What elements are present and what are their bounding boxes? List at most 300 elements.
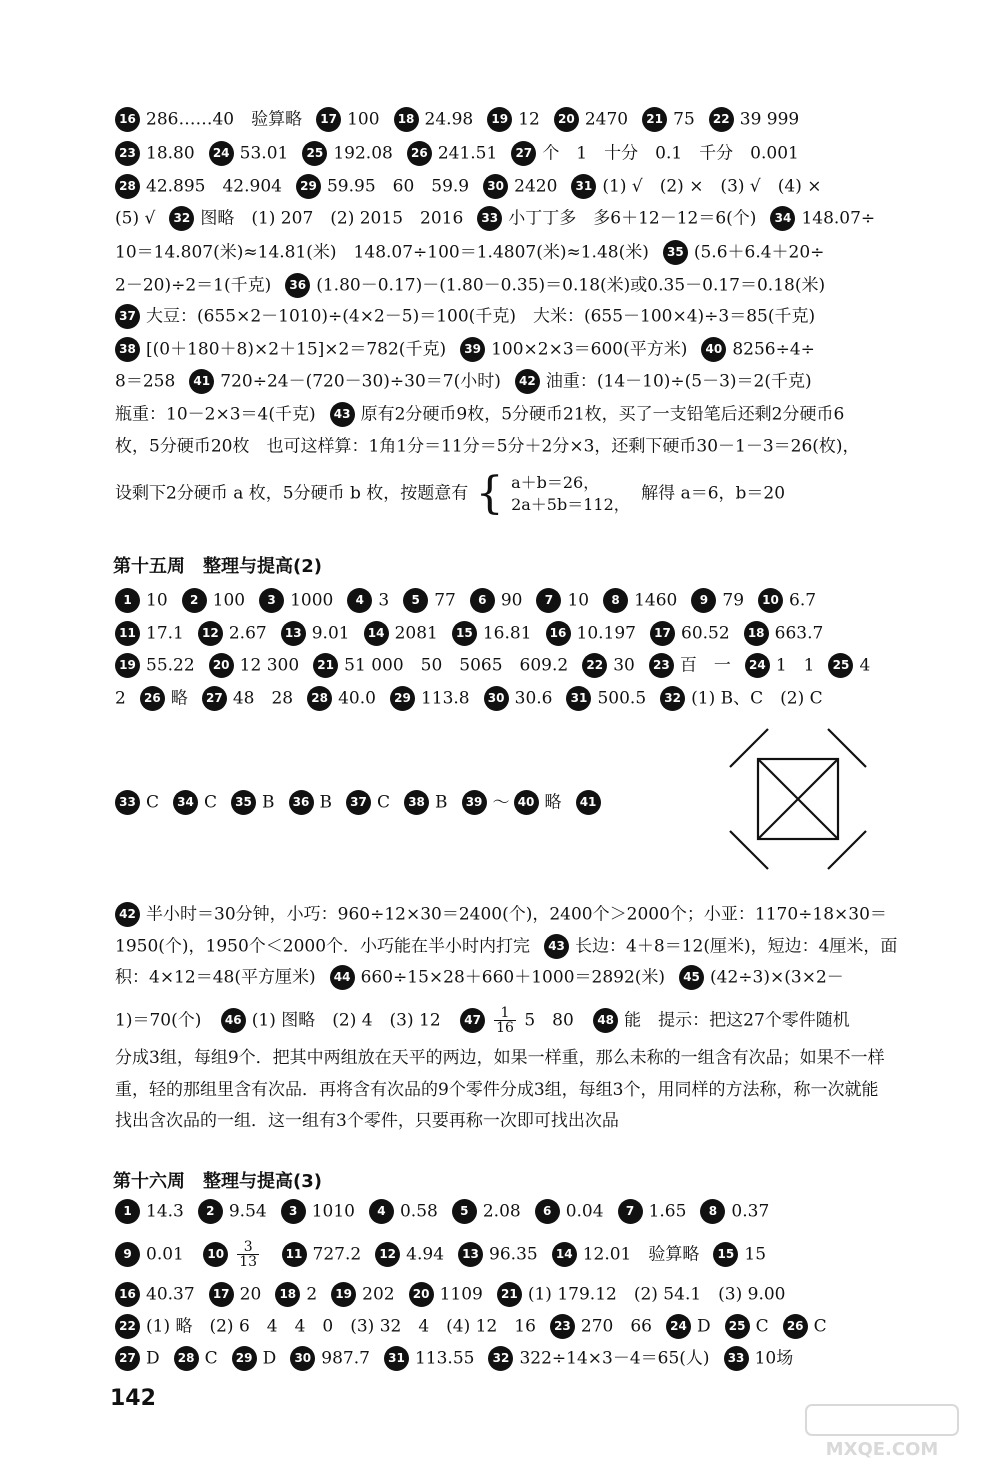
answer-item bbox=[115, 897, 887, 932]
answer-text: 322÷14×3－4＝65(人) bbox=[519, 1348, 710, 1369]
question-number-badge: 40 bbox=[701, 337, 726, 362]
answer-text: 8＝258 bbox=[115, 371, 176, 392]
system-suffix: 解得 a＝6，b＝20 bbox=[641, 483, 786, 504]
answer-item bbox=[511, 136, 799, 171]
answer-text: 59.95 60 59.9 bbox=[326, 176, 470, 197]
answer-text: 727.2 bbox=[312, 1244, 362, 1265]
answer-line bbox=[115, 681, 938, 715]
answer-text: 1010 bbox=[311, 1201, 355, 1222]
answer-text: 720÷24－(720－30)÷30＝7(小时) bbox=[220, 371, 501, 392]
question-number-badge: 2 bbox=[198, 1199, 223, 1224]
question-number-badge: 42 bbox=[115, 902, 140, 927]
answer-text: 40.0 bbox=[338, 688, 376, 709]
answer-text: 30.6 bbox=[514, 688, 553, 709]
answer-text: 202 bbox=[362, 1284, 395, 1305]
answer-text: (5) √ bbox=[115, 208, 156, 229]
answer-item bbox=[231, 785, 275, 820]
answer-line bbox=[115, 332, 938, 366]
answer-text: 百 一 bbox=[679, 655, 731, 676]
answer-text: 113.55 bbox=[414, 1348, 475, 1369]
answer-text: 油重：(14－10)÷(5－3)＝2(千克) bbox=[545, 371, 812, 392]
question-number-badge: 3 bbox=[281, 1199, 306, 1224]
answer-item bbox=[115, 235, 649, 270]
question-number-badge: 23 bbox=[649, 653, 674, 678]
question-number-badge: 18 bbox=[744, 621, 769, 646]
question-number-badge: 10 bbox=[203, 1242, 228, 1267]
answer-item bbox=[115, 929, 530, 964]
question-number-badge: 30 bbox=[483, 174, 508, 199]
answer-text: 30 bbox=[613, 655, 635, 676]
corner-line-tl bbox=[730, 729, 768, 767]
answer-text: 60.52 bbox=[681, 623, 730, 644]
corner-line-tr bbox=[828, 729, 866, 767]
question-number-badge: 17 bbox=[650, 621, 675, 646]
answer-item bbox=[701, 332, 815, 367]
answer-text: 4 bbox=[859, 655, 871, 676]
answer-item bbox=[452, 616, 532, 651]
question-number-badge: 33 bbox=[724, 1346, 749, 1371]
answer-text: 图略 (1) 207 (2) 2015 2016 bbox=[200, 208, 464, 229]
question-number-badge: 26 bbox=[407, 141, 432, 166]
system-prefix: 设剩下2分硬币 a 枚，5分硬币 b 枚，按题意有 bbox=[115, 483, 469, 504]
answer-item bbox=[582, 648, 635, 683]
question-number-badge: 44 bbox=[330, 965, 355, 990]
answer-line bbox=[115, 102, 938, 136]
question-number-badge: 27 bbox=[115, 1346, 140, 1371]
answer-item bbox=[649, 648, 731, 683]
answer-text: 9.01 bbox=[311, 623, 350, 644]
answer-item bbox=[458, 1234, 538, 1275]
answer-text: 能 提示：把这27个零件随机 bbox=[624, 1010, 850, 1031]
answer-item bbox=[289, 785, 333, 820]
answer-text: 660÷15×28＋660＋1000＝2892(米) bbox=[360, 967, 666, 988]
answer-text: C bbox=[146, 792, 160, 813]
answer-item bbox=[618, 1194, 687, 1229]
question-number-badge: 22 bbox=[115, 1314, 140, 1339]
answer-item bbox=[313, 648, 568, 683]
answer-item bbox=[302, 136, 392, 171]
brace-symbol: { bbox=[475, 467, 504, 519]
answer-text: (1) √ (2) × (3) √ (4) × bbox=[602, 176, 822, 197]
answer-range-item bbox=[462, 785, 562, 820]
answer-item bbox=[828, 648, 870, 683]
answer-item bbox=[364, 616, 438, 651]
question-number-badge: 7 bbox=[536, 588, 561, 613]
answer-item bbox=[115, 1194, 184, 1229]
answer-text: 10.197 bbox=[576, 623, 636, 644]
answers-46-48-row bbox=[115, 1000, 938, 1040]
answer-item bbox=[115, 1341, 160, 1376]
answer-text: 77 bbox=[434, 590, 456, 611]
question-number-badge: 25 bbox=[828, 653, 853, 678]
answer-line bbox=[115, 235, 938, 269]
question-number-badge: 35 bbox=[231, 790, 256, 815]
answer-text: 1460 bbox=[634, 590, 678, 611]
answer-text: 枚，5分硬币20枚 也可这样算：1角1分＝11分＝5分＋2分×3，还剩下硬币30－1－3＝26(枚)， bbox=[115, 436, 860, 457]
answer-text: C bbox=[755, 1316, 769, 1337]
answer-text: 270 66 bbox=[580, 1316, 653, 1337]
question-number-badge: 20 bbox=[209, 653, 234, 678]
answer-line bbox=[115, 299, 938, 333]
question-number-badge: 39 bbox=[460, 337, 485, 362]
question-number-badge: 33 bbox=[115, 790, 140, 815]
answer-item bbox=[115, 1309, 536, 1344]
answer-text: (1) 略 (2) 6 4 4 0 (3) 32 4 (4) 12 16 bbox=[146, 1316, 536, 1337]
question-number-badge: 19 bbox=[331, 1282, 356, 1307]
answer-item bbox=[296, 169, 469, 204]
question-number-badge: 36 bbox=[289, 790, 314, 815]
answer-text: 1)＝70(个) bbox=[115, 1010, 202, 1031]
answer-text: 0.37 bbox=[731, 1201, 770, 1222]
answer-text: 48 28 bbox=[232, 688, 294, 709]
question-number-badge: 5 bbox=[403, 588, 428, 613]
question-number-badge: 24 bbox=[745, 653, 770, 678]
answer-item bbox=[209, 136, 289, 171]
question-number-badge: 13 bbox=[458, 1242, 483, 1267]
question-number-badge: 5 bbox=[452, 1199, 477, 1224]
answer-item bbox=[460, 332, 687, 367]
question-number-badge: 20 bbox=[554, 107, 579, 132]
answer-line bbox=[115, 201, 938, 235]
answer-text: 51 000 50 5065 609.2 bbox=[344, 655, 569, 676]
question-number-badge: 24 bbox=[209, 141, 234, 166]
question-number-badge: 29 bbox=[232, 1346, 257, 1371]
answer-text: 20 bbox=[239, 1284, 262, 1305]
answer-text: 瓶重：10－2×3＝4(千克) bbox=[115, 404, 316, 425]
answer-item bbox=[713, 1234, 766, 1275]
answer-item bbox=[546, 616, 636, 651]
answer-text: 987.7 bbox=[321, 1348, 370, 1369]
answer-item bbox=[115, 785, 159, 820]
answer-item bbox=[515, 364, 812, 399]
equation-2: 2a＋5b＝112， bbox=[511, 494, 630, 514]
answer-text: 100 bbox=[212, 590, 246, 611]
question-number-badge: 19 bbox=[115, 653, 140, 678]
answer-text: 663.7 bbox=[774, 623, 824, 644]
question-number-badge: 2 bbox=[182, 588, 207, 613]
answer-text: D bbox=[697, 1316, 711, 1337]
question-number-badge: 27 bbox=[202, 686, 227, 711]
answer-item bbox=[403, 583, 456, 618]
fraction-numerator: 3 bbox=[237, 1240, 259, 1255]
answer-line bbox=[115, 929, 938, 963]
answer-text: 2081 bbox=[394, 623, 438, 644]
answer-item bbox=[115, 169, 282, 204]
answer-text: 192.08 bbox=[333, 143, 393, 164]
answer-item bbox=[783, 1309, 827, 1344]
answer-text: 16.81 bbox=[482, 623, 532, 644]
answer-text: 9.54 bbox=[228, 1201, 267, 1222]
question-number-badge: 11 bbox=[115, 621, 140, 646]
question-number-badge: 28 bbox=[174, 1346, 199, 1371]
answer-text: 2 bbox=[115, 688, 126, 709]
equation-system bbox=[511, 472, 630, 516]
answer-text: 3 bbox=[378, 590, 390, 611]
answer-item bbox=[282, 1234, 362, 1275]
answer-item bbox=[198, 1194, 267, 1229]
question-number-badge: 26 bbox=[140, 686, 165, 711]
answer-text: 半小时＝30分钟，小巧：960÷12×30＝2400(个)，2400个＞2000个；小亚：1170÷18×30＝ bbox=[146, 904, 887, 925]
question-number-badge: 18 bbox=[275, 1282, 300, 1307]
question-number-badge: 13 bbox=[281, 621, 306, 646]
answer-item bbox=[115, 136, 195, 171]
answer-item bbox=[576, 785, 607, 819]
question-number-badge: 37 bbox=[346, 790, 371, 815]
question-number-badge: 16 bbox=[115, 107, 140, 132]
answer-item bbox=[554, 102, 628, 137]
answer-text: 1950(个)，1950个＜2000个．小巧能在半小时内打完 bbox=[115, 936, 531, 957]
range-separator: ～ bbox=[492, 792, 510, 813]
answer-text: 12.01 验算略 bbox=[582, 1244, 700, 1265]
answer-item bbox=[115, 268, 271, 303]
answer-item bbox=[663, 235, 825, 270]
question-number-badge: 25 bbox=[302, 141, 327, 166]
question-number-badge: 34 bbox=[770, 206, 795, 231]
question-number-badge: 31 bbox=[384, 1346, 409, 1371]
answer-text-line: 找出含次品的一组．这一组有3个零件，只要再称一次即可找出次品 bbox=[115, 1111, 619, 1131]
answer-item bbox=[409, 1277, 483, 1312]
equation-1: a＋b＝26， bbox=[511, 472, 600, 492]
answer-text: 0.01 bbox=[146, 1244, 184, 1265]
answer-item bbox=[209, 1277, 262, 1312]
answer-text: 1 1 bbox=[775, 655, 815, 676]
question-number-badge: 38 bbox=[115, 337, 140, 362]
question-number-badge: 46 bbox=[221, 1008, 246, 1033]
answer-text: 55.22 bbox=[146, 655, 195, 676]
answer-text: 79 bbox=[722, 590, 745, 611]
answer-text: [(0＋180＋8)×2＋15]×2＝782(千克) bbox=[146, 339, 447, 360]
question-number-badge: 9 bbox=[691, 588, 716, 613]
question-number-badge: 4 bbox=[369, 1199, 394, 1224]
answer-item bbox=[487, 102, 540, 137]
question-number-badge: 6 bbox=[535, 1199, 560, 1224]
question-number-badge: 21 bbox=[497, 1282, 522, 1307]
answer-item bbox=[259, 583, 333, 618]
answer-item bbox=[536, 583, 589, 618]
answer-item bbox=[497, 1277, 786, 1312]
answer-item bbox=[232, 1341, 277, 1376]
answer-item bbox=[642, 102, 695, 137]
question-number-badge: 35 bbox=[663, 240, 688, 265]
square-figure-diagram bbox=[728, 727, 868, 873]
answer-line bbox=[115, 897, 938, 931]
answer-item bbox=[330, 960, 665, 995]
question-number-badge: 24 bbox=[666, 1314, 691, 1339]
question-number-badge: 8 bbox=[700, 1199, 725, 1224]
question-number-badge: 9 bbox=[115, 1242, 140, 1267]
answer-item bbox=[316, 102, 379, 137]
answer-item bbox=[290, 1341, 370, 1376]
answer-text: 2.08 bbox=[482, 1201, 521, 1222]
question-number-badge: 40 bbox=[514, 790, 539, 815]
question-number-badge: 15 bbox=[452, 621, 477, 646]
answer-text: 10场 bbox=[754, 1348, 794, 1369]
question-number-badge: 3 bbox=[259, 588, 284, 613]
question-number-badge: 47 bbox=[460, 1008, 485, 1033]
answer-line bbox=[115, 136, 938, 170]
answer-item bbox=[452, 1194, 521, 1229]
answer-line bbox=[115, 397, 938, 431]
answer-item bbox=[724, 1341, 794, 1376]
question-number-badge: 18 bbox=[394, 107, 419, 132]
question-number-badge: 16 bbox=[115, 1282, 140, 1307]
answer-text: 2 bbox=[306, 1284, 318, 1305]
answer-item bbox=[169, 201, 463, 236]
question-number-badge: 10 bbox=[758, 588, 783, 613]
answer-item bbox=[307, 681, 376, 716]
answer-line bbox=[115, 268, 938, 302]
answer-item bbox=[281, 1194, 355, 1229]
answer-text: 小丁丁多 多6＋12－12＝6(个) bbox=[508, 208, 757, 229]
fraction-denominator: 13 bbox=[239, 1254, 258, 1270]
answer-item bbox=[709, 102, 799, 137]
answer-text: C bbox=[204, 792, 218, 813]
answer-item bbox=[115, 1277, 195, 1312]
answer-text: 1000 bbox=[290, 590, 334, 611]
answer-item bbox=[390, 681, 470, 716]
answer-text: 42.895 42.904 bbox=[146, 176, 282, 197]
answer-text: 12 bbox=[518, 109, 540, 130]
answer-text: 个 1 十分 0.1 千分 0.001 bbox=[542, 143, 799, 164]
question-number-badge: 41 bbox=[576, 790, 601, 815]
question-number-badge: 32 bbox=[169, 206, 194, 231]
answer-text: 148.07÷ bbox=[801, 208, 876, 229]
question-number-badge: 6 bbox=[470, 588, 495, 613]
answer-item bbox=[182, 583, 245, 618]
answer-text: 0.04 bbox=[565, 1201, 604, 1222]
fraction bbox=[237, 1240, 259, 1269]
question-number-badge: 37 bbox=[115, 304, 140, 329]
answer-text: 286……40 验算略 bbox=[146, 109, 303, 130]
question-number-badge: 1 bbox=[115, 588, 140, 613]
answer-text: C bbox=[377, 792, 391, 813]
answer-item bbox=[603, 583, 677, 618]
answer-item bbox=[115, 681, 126, 716]
answer-text: 略 bbox=[170, 688, 188, 709]
answer-item bbox=[758, 583, 816, 618]
question-number-badge: 48 bbox=[593, 1008, 618, 1033]
answer-item bbox=[281, 616, 350, 651]
answer-item bbox=[202, 681, 293, 716]
answer-item bbox=[115, 201, 155, 236]
answer-item bbox=[650, 616, 730, 651]
answer-text: 2470 bbox=[584, 109, 629, 130]
answer-item bbox=[209, 648, 299, 683]
answer-text: 略 bbox=[544, 792, 562, 813]
question-number-badge: 21 bbox=[313, 653, 338, 678]
answer-text: 96.35 bbox=[489, 1244, 538, 1265]
answer-item bbox=[115, 364, 175, 399]
heading-week15: 第十五周 整理与提高(2) bbox=[113, 556, 322, 577]
answer-item bbox=[331, 1277, 394, 1312]
answer-text: C bbox=[204, 1348, 218, 1369]
answer-line bbox=[115, 1341, 938, 1375]
question-number-badge: 4 bbox=[347, 588, 372, 613]
answer-item bbox=[115, 102, 302, 137]
answer-text: 15 bbox=[744, 1244, 767, 1265]
answer-line bbox=[115, 364, 938, 398]
answer-item bbox=[484, 681, 553, 716]
answer-item bbox=[346, 785, 390, 820]
question-number-badge: 8 bbox=[603, 588, 628, 613]
question-number-badge: 16 bbox=[546, 621, 571, 646]
question-number-badge: 11 bbox=[282, 1242, 307, 1267]
answer-text: 53.01 bbox=[239, 143, 289, 164]
answer-item bbox=[115, 299, 815, 334]
answer-item bbox=[198, 616, 267, 651]
answer-text: 100 bbox=[347, 109, 380, 130]
answer-item bbox=[691, 583, 744, 618]
answer-text: 4.94 bbox=[406, 1244, 445, 1265]
answer-item bbox=[470, 583, 523, 618]
answer-item bbox=[115, 397, 316, 432]
corner-line-bl bbox=[730, 831, 768, 869]
question-number-badge: 32 bbox=[660, 686, 685, 711]
answer-item bbox=[666, 1309, 711, 1344]
page-number: 142 bbox=[110, 1386, 156, 1411]
answer-item bbox=[404, 785, 448, 820]
question-number-badge: 19 bbox=[487, 107, 512, 132]
question-number-badge: 28 bbox=[307, 686, 332, 711]
question-number-badge: 15 bbox=[713, 1242, 738, 1267]
answer-text: 12 300 bbox=[239, 655, 300, 676]
fraction bbox=[494, 1006, 516, 1035]
answer-item bbox=[375, 1234, 444, 1275]
answer-line bbox=[115, 169, 938, 203]
question-number-badge: 23 bbox=[550, 1314, 575, 1339]
answer-text: 长边：4＋8＝12(厘米)，短边：4厘米，面 bbox=[575, 936, 898, 957]
answer-line bbox=[115, 960, 938, 994]
answer-text: 5 80 bbox=[524, 1010, 574, 1031]
answer-item bbox=[347, 583, 389, 618]
answer-item bbox=[173, 785, 217, 820]
answer-item bbox=[115, 332, 446, 367]
answer-item bbox=[330, 397, 845, 432]
answer-text: 1.65 bbox=[648, 1201, 687, 1222]
answer-item bbox=[115, 648, 195, 683]
answer-text: C bbox=[813, 1316, 827, 1337]
answer-item bbox=[535, 1194, 604, 1229]
question-number-badge: 42 bbox=[515, 369, 540, 394]
answer-text: (1) 179.12 (2) 54.1 (3) 9.00 bbox=[527, 1284, 786, 1305]
answer-line bbox=[115, 616, 938, 650]
question-number-badge: 21 bbox=[642, 107, 667, 132]
question-number-badge: 34 bbox=[173, 790, 198, 815]
answer-text: 18.80 bbox=[146, 143, 195, 164]
answers-9-15-row bbox=[115, 1234, 938, 1274]
question-number-badge: 27 bbox=[511, 141, 536, 166]
question-number-badge: 17 bbox=[209, 1282, 234, 1307]
question-number-badge: 22 bbox=[582, 653, 607, 678]
answer-line bbox=[115, 648, 938, 682]
question-number-badge: 17 bbox=[316, 107, 341, 132]
question-number-badge: 29 bbox=[390, 686, 415, 711]
answer-text: (5.6＋6.4＋20÷ bbox=[693, 242, 825, 263]
answer-item bbox=[285, 268, 825, 303]
question-number-badge: 30 bbox=[290, 1346, 315, 1371]
question-number-badge: 14 bbox=[364, 621, 389, 646]
answer-item bbox=[115, 429, 860, 464]
answer-item bbox=[369, 1194, 438, 1229]
corner-line-br bbox=[828, 831, 866, 869]
answer-item bbox=[571, 169, 821, 204]
answer-text: 40.37 bbox=[146, 1284, 195, 1305]
equation-system-line bbox=[115, 467, 938, 519]
answer-text-line: 重，轻的那组里含有次品．再将含有次品的9个零件分成3组，每组3个，用同样的方法称，称一次就能 bbox=[115, 1080, 879, 1100]
question-number-badge: 23 bbox=[115, 141, 140, 166]
answer-item bbox=[174, 1341, 218, 1376]
question-number-badge: 20 bbox=[409, 1282, 434, 1307]
